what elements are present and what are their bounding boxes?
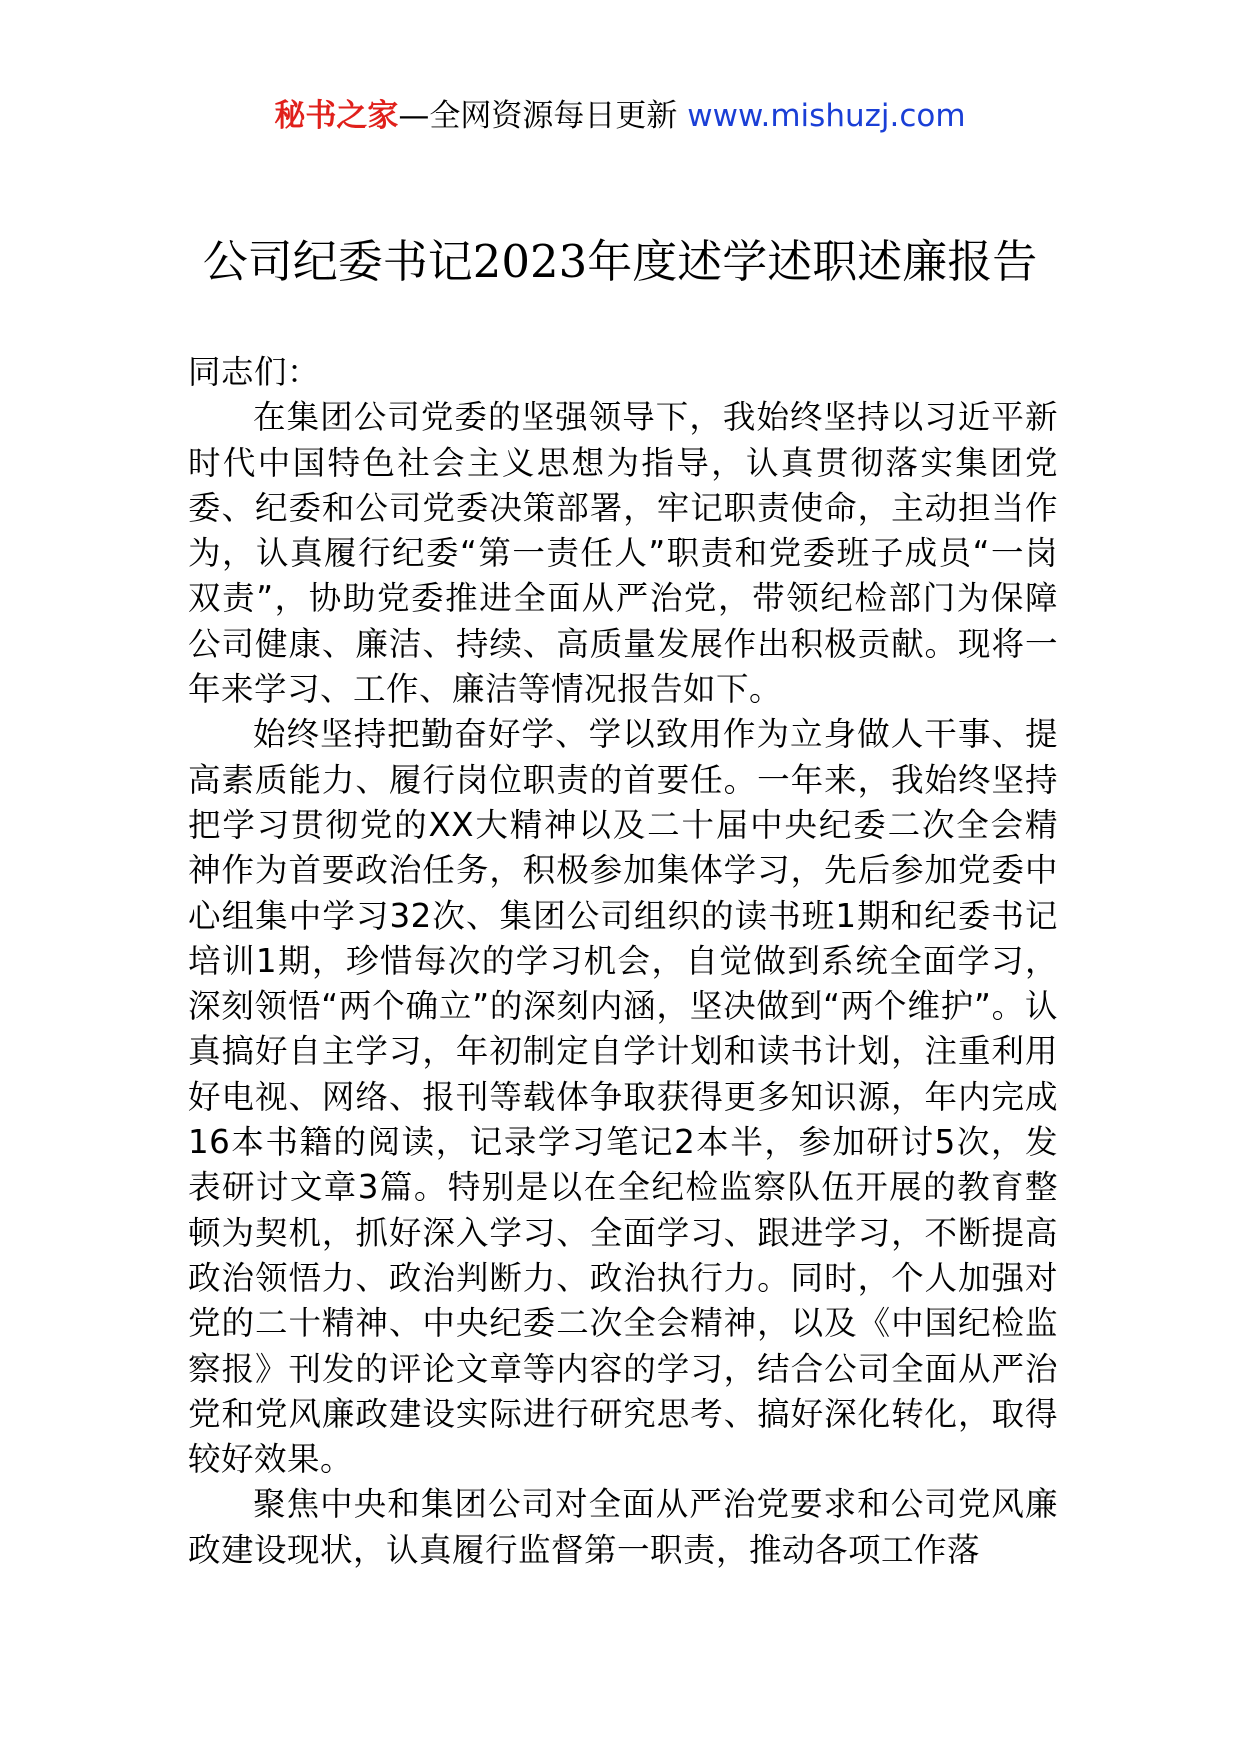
document-title: 公司纪委书记2023年度述学述职述廉报告: [202, 235, 1038, 288]
salutation: 同志们：: [188, 353, 321, 391]
site-url-link[interactable]: www.mishuzj.com: [687, 98, 966, 134]
paragraph-intro: 在集团公司党委的坚强领导下，我始终坚持以习近平新时代中国特色社会主义思想为指导，认真贯彻落实集团党委、纪委和公司党委决策部署，牢记职责使命，主动担当作为，认真履行纪委“第一责任人”职责和党委班子成员“一岗双责”，协助党委推进全面从严治党，带领纪检部门为保障公司健康、廉洁、持续、高质量发展作出积极贡献。现将一年来学习、工作、廉洁等情况报告如下。: [188, 398, 1058, 709]
paragraph-study: 始终坚持把勤奋好学、学以致用作为立身做人干事、提高素质能力、履行岗位职责的首要任。一年来，我始终坚持把学习贯彻党的XX大精神以及二十届中央纪委二次全会精神作为首要政治任务，积极参加集体学习，先后参加党委中心组集中学习32次、集团公司组织的读书班1期和纪委书记培训1期，珍惜每次的学习机会，自觉做到系统全面学习，深刻领悟“两个确立”的深刻内涵，坚决做到“两个维护”。认真搞好自主学习，年初制定自学计划和读书计划，注重利用好电视、网络、报刊等载体争取获得更多知识源，年内完成16本书籍的阅读，记录学习笔记2本半，参加研讨5次，发表研讨文章3篇。特别是以在全纪检监察队伍开展的教育整顿为契机，抓好深入学习、全面学习、跟进学习，不断提高政治领悟力、政治判断力、政治执行力。同时，个人加强对党的二十精神、中央纪委二次全会精神，以及《中国纪检监察报》刊发的评论文章等内容的学习，结合公司全面从严治党和党风廉政建设实际进行研究思考、搞好深化转化，取得较好效果。: [188, 715, 1058, 1479]
site-name: 秘书之家: [274, 98, 399, 134]
paragraph-supervision: 聚焦中央和集团公司对全面从严治党要求和公司党风廉政建设现状，认真履行监督第一职责，推动各项工作落: [188, 1485, 1058, 1569]
site-tagline: —全网资源每日更新: [398, 98, 688, 134]
document-body: [188, 350, 1058, 1573]
site-header: [0, 96, 1240, 136]
